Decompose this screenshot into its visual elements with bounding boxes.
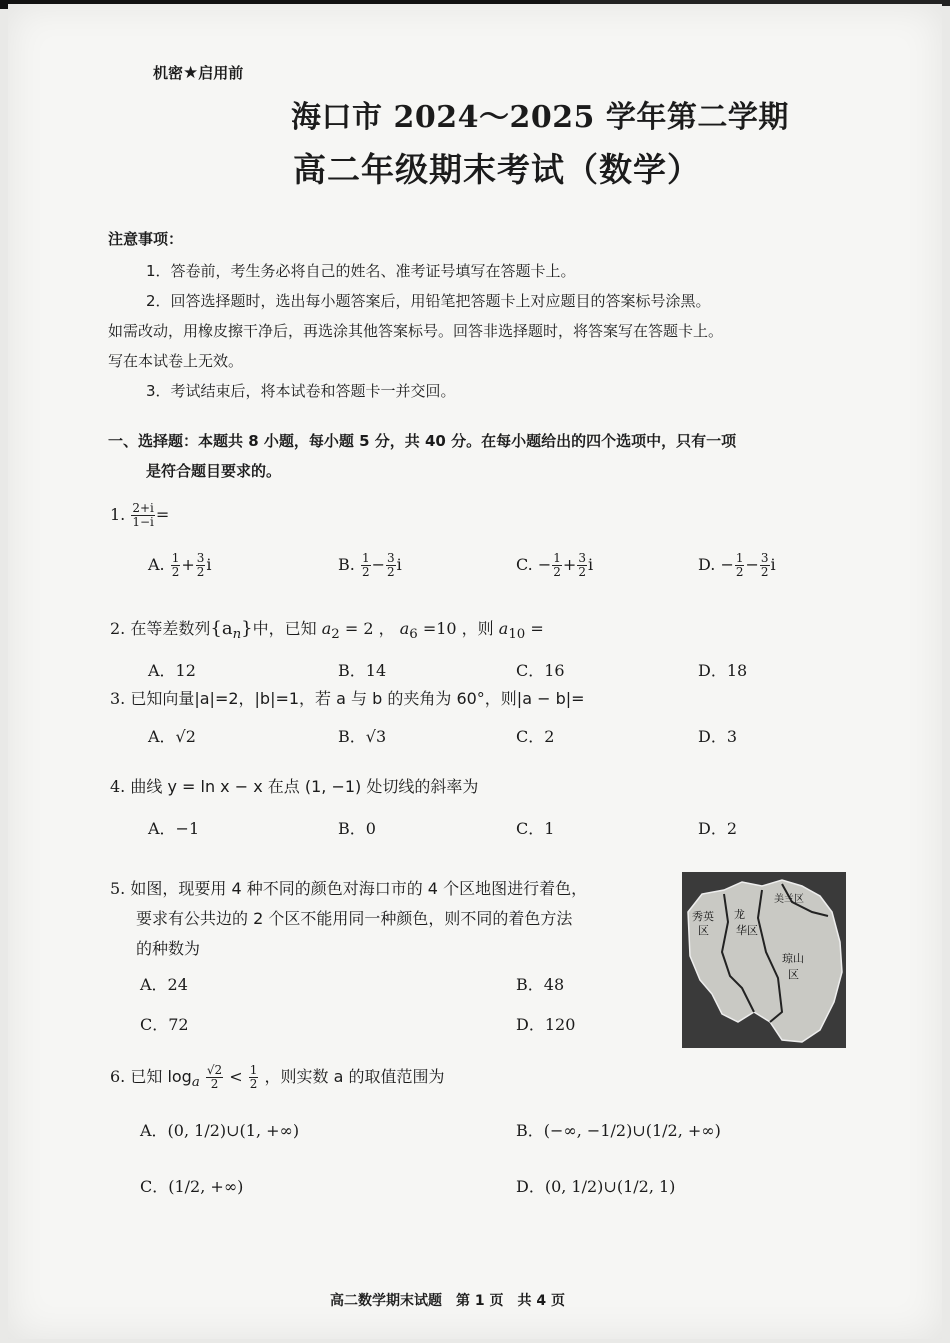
q2-option-b[interactable]: B．14 xyxy=(338,661,387,680)
q3-option-c[interactable]: C．2 xyxy=(516,727,555,746)
question-4-stem: 4. 曲线 y = ln x − x 在点 (1, −1) 处切线的斜率为 xyxy=(110,777,479,796)
page-footer: 高二数学期末试题 第 1 页 共 4 页 xyxy=(330,1293,565,1309)
q1-option-b[interactable]: B. $\frac{1}{2}$ − $\frac{3}{2}$ i xyxy=(338,551,402,579)
notice-item-2c: 写在本试卷上无效。 xyxy=(108,352,244,370)
q6-option-a[interactable]: A．(0, 1/2)∪(1, +∞) xyxy=(140,1121,300,1140)
q5-option-a[interactable]: A．24 xyxy=(140,975,188,994)
q5-option-b[interactable]: B．48 xyxy=(516,975,565,994)
title-line2: 高二年级期末考试（数学） xyxy=(293,150,701,189)
question-3-stem: 3. 已知向量|a|=2，|b|=1，若 a 与 b 的夹角为 60°，则|a − b|= xyxy=(110,689,585,708)
map-svg xyxy=(682,872,846,1048)
q6-option-d[interactable]: D．(0, 1/2)∪(1/2, 1) xyxy=(516,1177,676,1196)
q2-option-a[interactable]: A．12 xyxy=(148,661,196,680)
q5-option-d[interactable]: D．120 xyxy=(516,1015,576,1034)
q4-option-c[interactable]: C．1 xyxy=(516,819,555,838)
map-label-longhua-1: 龙 xyxy=(734,908,745,921)
map-label-qiongshan-1: 琼山 xyxy=(782,952,804,965)
question-6-stem: 6. 已知 $\log_a$ $\frac{√2}{2}$ < $\frac{1}{2}$ ，则实数 a 的取值范围为 xyxy=(110,1063,445,1091)
question-1-stem: 1. $\frac{2+i}{1-i}$ = xyxy=(110,501,170,529)
question-5-line2: 要求有公共边的 2 个区不能用同一种颜色，则不同的着色方法 xyxy=(136,909,573,928)
section1-line2: 是符合题目要求的。 xyxy=(146,462,282,480)
star-icon: ★ xyxy=(183,63,199,83)
q1-option-d[interactable]: D. − $\frac{1}{2}$ − $\frac{3}{2}$ i xyxy=(698,551,776,579)
map-label-qiongshan-2: 区 xyxy=(788,968,799,981)
q2-option-d[interactable]: D．18 xyxy=(698,661,748,680)
map-label-longhua-2: 华区 xyxy=(736,924,758,937)
question-5-line1: 5. 如图，现要用 4 种不同的颜色对海口市的 4 个区地图进行着色， xyxy=(110,879,588,898)
question-2-stem: 2. 在等差数列$\{a_n\}$中，已知 $a_2 = 2$ ， $a_6 =10$ ，则 $a_{10}$ = xyxy=(110,618,544,643)
q5-option-c[interactable]: C．72 xyxy=(140,1015,189,1034)
map-label-xiuying-2: 区 xyxy=(698,924,709,937)
q1-fraction: $\frac{2+i}{1-i}$ xyxy=(132,501,154,529)
map-label-xiuying-1: 秀英 xyxy=(692,910,714,923)
section1-line1: 一、选择题：本题共 8 小题，每小题 5 分，共 40 分。在每小题给出的四个选项中，只有一项 xyxy=(108,432,737,450)
q1-option-a[interactable]: A. $\frac{1}{2}$ + $\frac{3}{2}$ i xyxy=(148,551,212,579)
haikou-district-map xyxy=(682,872,846,1048)
q6-option-b[interactable]: B．(−∞, −1/2)∪(1/2, +∞) xyxy=(516,1121,721,1140)
q4-option-d[interactable]: D．2 xyxy=(698,819,738,838)
notice-heading: 注意事项： xyxy=(108,230,184,248)
q2-option-c[interactable]: C．16 xyxy=(516,661,565,680)
q4-option-a[interactable]: A．−1 xyxy=(148,819,200,838)
question-5-line3: 的种数为 xyxy=(136,939,201,958)
notice-item-2a: 2．回答选择题时，选出每小题答案后，用铅笔把答题卡上对应题目的答案标号涂黑。 xyxy=(146,292,711,310)
confidential-mark: 机密★启用前 xyxy=(153,63,244,83)
q4-option-b[interactable]: B．0 xyxy=(338,819,376,838)
notice-item-1: 1．答卷前，考生务必将自己的姓名、准考证号填写在答题卡上。 xyxy=(146,262,576,280)
title-line1: 海口市 2024～2025 学年第二学期 xyxy=(291,100,789,135)
q3-option-b[interactable]: B．√3 xyxy=(338,727,387,746)
exam-page xyxy=(8,4,942,1339)
q1-option-c[interactable]: C. − $\frac{1}{2}$ + $\frac{3}{2}$ i xyxy=(516,551,594,579)
q3-option-a[interactable]: A．√2 xyxy=(148,727,196,746)
q3-option-d[interactable]: D．3 xyxy=(698,727,738,746)
notice-item-2b: 如需改动，用橡皮擦干净后，再选涂其他答案标号。回答非选择题时，将答案写在答题卡上。 xyxy=(108,322,724,340)
map-label-meilan: 美兰区 xyxy=(774,894,804,905)
notice-item-3: 3．考试结束后，将本试卷和答题卡一并交回。 xyxy=(146,382,456,400)
q6-option-c[interactable]: C．(1/2, +∞) xyxy=(140,1177,244,1196)
